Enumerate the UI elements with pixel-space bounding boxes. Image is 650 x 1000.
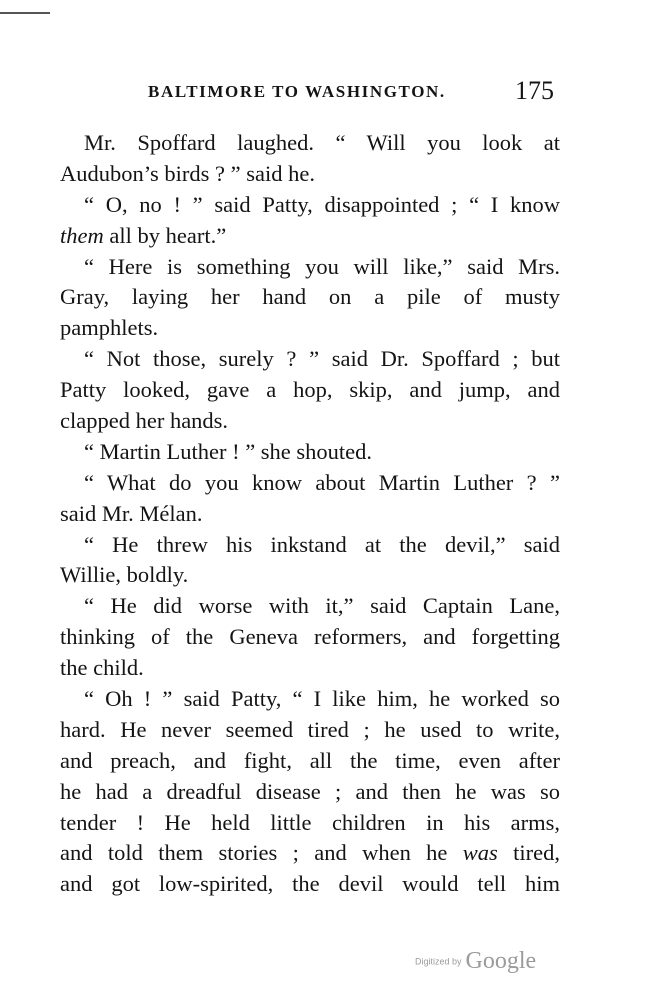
italic-word: them xyxy=(60,222,104,248)
text-line: and got low-spirited, the devil would tell him xyxy=(60,871,560,897)
text-segment: and told them stories ; and when he xyxy=(60,840,463,866)
text-line: Patty looked, gave a hop, skip, and jump, and xyxy=(60,377,560,403)
text-line: said Mr. Mélan. xyxy=(60,500,203,526)
text-line: “ Oh ! ” said Patty, “ I like him, he worked so xyxy=(84,686,560,712)
italic-word: was xyxy=(462,840,498,866)
text-line: clapped her hands. xyxy=(60,408,229,434)
text-line: tender ! He held little children in his arms, xyxy=(60,809,560,835)
text-line: hard. He never seemed tired ; he used to write, xyxy=(60,716,560,742)
watermark-brand: Google xyxy=(465,948,537,974)
digitized-watermark xyxy=(415,948,536,975)
text-line: Willie, boldly. xyxy=(60,562,189,588)
text-segment: all by heart.” xyxy=(103,222,227,248)
text-line: “ Martin Luther ! ” she shouted. xyxy=(84,438,373,464)
text-line: “ Here is something you will like,” said Mrs. xyxy=(84,253,560,279)
corner-rule xyxy=(0,12,50,14)
text-line: thinking of the Geneva reformers, and forgetting xyxy=(60,624,560,650)
text-line xyxy=(60,221,560,252)
page-header xyxy=(0,78,650,108)
text-line: “ Not those, surely ? ” said Dr. Spoffard ; but xyxy=(84,346,560,372)
text-line: “ What do you know about Martin Luther ? ” xyxy=(84,469,560,495)
text-line: “ He threw his inkstand at the devil,” said xyxy=(84,531,560,557)
body-text xyxy=(60,128,560,900)
text-line: “ He did worse with it,” said Captain Lane, xyxy=(84,593,560,619)
text-line: he had a dreadful disease ; and then he was so xyxy=(60,778,560,804)
text-line xyxy=(60,838,560,869)
watermark-prefix: Digitized by xyxy=(415,956,462,967)
text-line: the child. xyxy=(60,655,144,681)
text-line: Gray, laying her hand on a pile of musty xyxy=(60,284,560,310)
text-line: “ O, no ! ” said Patty, disappointed ; “ I know xyxy=(84,191,560,217)
text-line: pamphlets. xyxy=(60,315,159,341)
page-number: 175 xyxy=(515,76,554,105)
running-head: BALTIMORE TO WASHINGTON. xyxy=(148,82,446,101)
text-line: Audubon’s birds ? ” said he. xyxy=(60,160,315,186)
text-line: Mr. Spoffard laughed. “ Will you look at xyxy=(84,130,560,155)
text-line: and preach, and fight, all the time, even after xyxy=(60,747,560,773)
text-segment: tired, xyxy=(497,840,560,866)
